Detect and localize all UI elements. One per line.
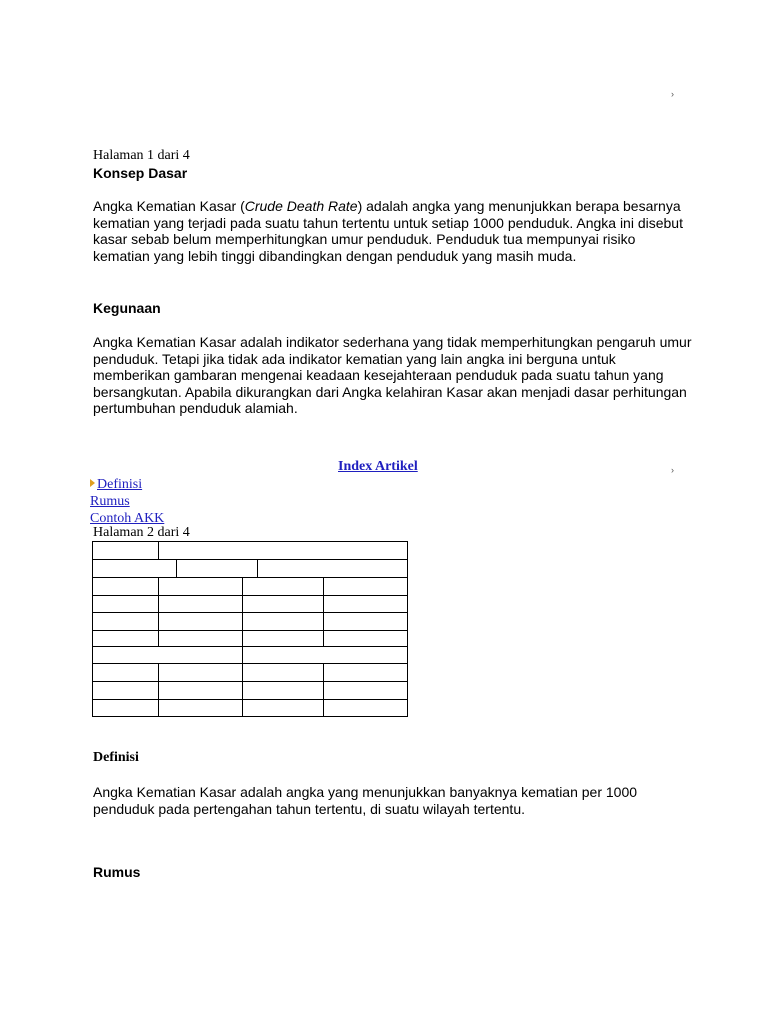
- section-heading-definisi: Definisi: [93, 750, 139, 765]
- italic-term: Crude Death Rate: [244, 198, 358, 214]
- corner-mark: ›: [671, 465, 674, 475]
- toc-link-contoh-akk[interactable]: Contoh AKK: [90, 511, 165, 526]
- section-heading-kegunaan: Kegunaan: [93, 300, 161, 316]
- toc-links: [90, 476, 164, 527]
- toc-item-rumus: [90, 493, 164, 510]
- arrow-right-icon: [90, 479, 95, 487]
- paragraph-text: Angka Kematian Kasar (: [93, 198, 245, 214]
- section-heading-rumus: Rumus: [93, 864, 141, 880]
- page-label: Halaman 2 dari 4: [93, 525, 190, 540]
- paragraph-kegunaan: Angka Kematian Kasar adalah indikator sederhana yang tidak memperhitungkan pengaruh umur penduduk. Tetapi jika tidak ada indikator kematian yang lain angka ini berguna untuk memberikan gambaran mengenai keadaan kesejahteraan penduduk pada suatu tahun yang bersangkutan. Apabila dikurangkan dari Angka kelahiran Kasar akan menjadi dasar perhitungan pertumbuhan penduduk alamiah.: [93, 334, 692, 417]
- toc-link-definisi[interactable]: Definisi: [97, 477, 143, 492]
- section-heading-konsep-dasar: Konsep Dasar: [93, 165, 188, 181]
- paragraph-definisi: Angka Kematian Kasar adalah angka yang menunjukkan banyaknya kematian per 1000 penduduk pada pertengahan tahun tertentu, di suatu wilayah tertentu.: [93, 784, 638, 817]
- paragraph-konsep-dasar: [93, 198, 693, 264]
- page-label: Halaman 1 dari 4: [93, 148, 190, 163]
- toc-link-rumus[interactable]: Rumus: [90, 494, 130, 509]
- corner-mark: ›: [671, 89, 674, 99]
- table-lines: [92, 541, 408, 717]
- paragraph-text: ) adalah angka yang menunjukkan berapa besarnya kematian yang terjadi pada suatu tahun tertentu untuk setiap 1000 penduduk. Angka ini disebut kasar sebab belum memperhitungkan umur penduduk. Penduduk tua mempunyai risiko kematian yang lebih tinggi dibandingkan dengan penduduk yang masih muda.: [93, 198, 683, 264]
- empty-table-grid: [92, 541, 408, 717]
- toc-item-definisi: [90, 476, 164, 493]
- index-artikel-link[interactable]: Index Artikel: [338, 459, 418, 474]
